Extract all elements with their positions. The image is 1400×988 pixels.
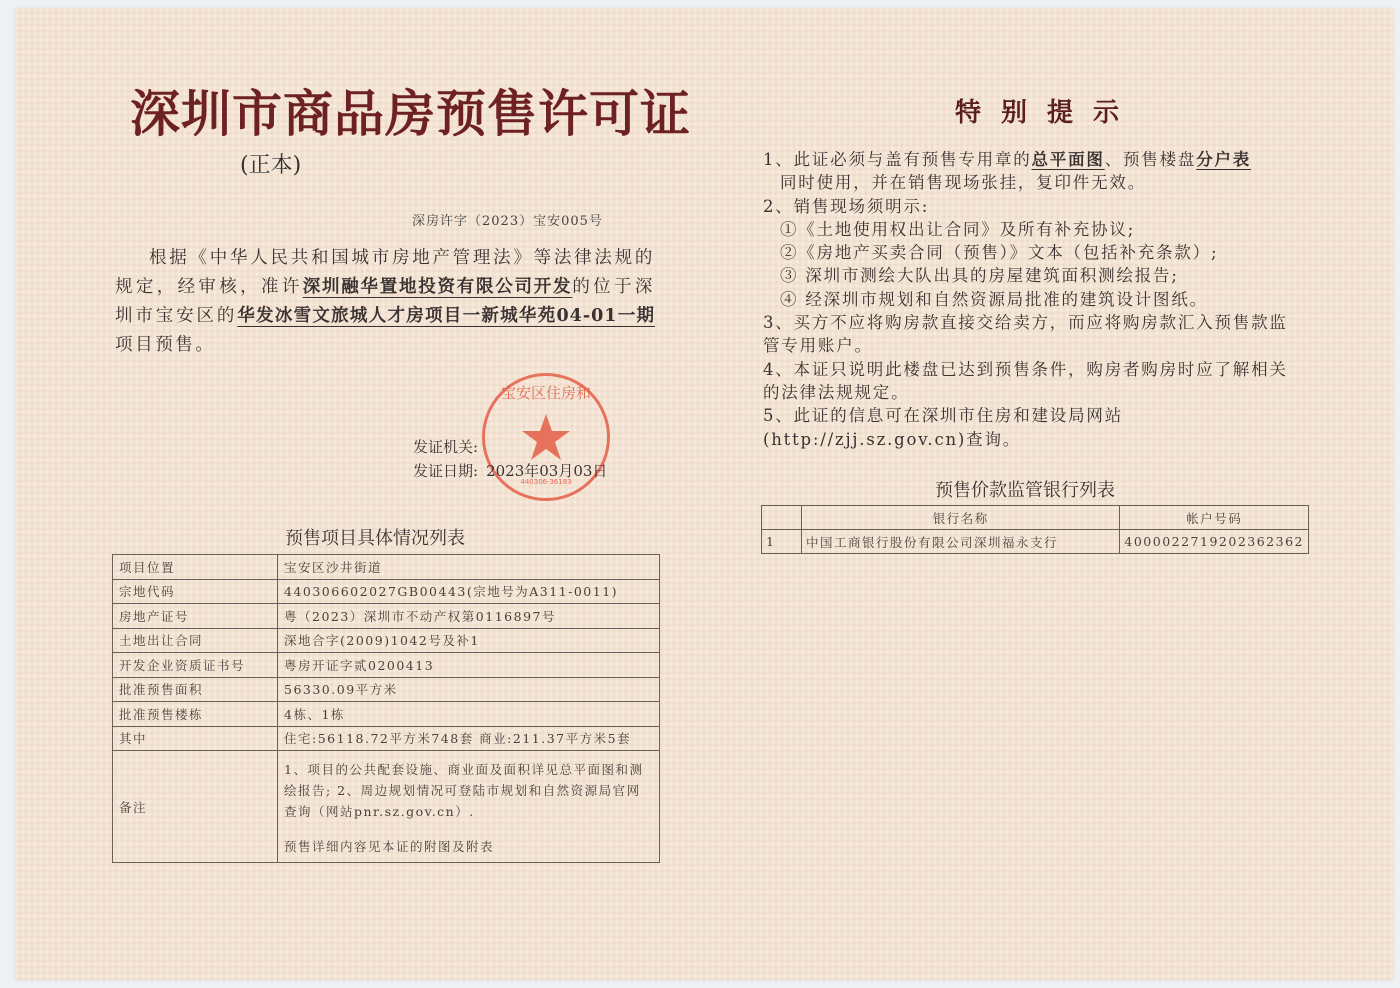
project-name: 华发冰雪文旅城人才房项目一新城华苑04-01一期 (237, 306, 655, 326)
table-row (113, 653, 660, 678)
row-value: 440306602027GB00443(宗地号为A311-0011) (278, 579, 660, 604)
table-row (113, 726, 660, 751)
notes-value (278, 751, 660, 863)
notice-item-2-1: ①《土地使用权出让合同》及所有补充协议; (780, 219, 1136, 239)
notice-item-3: 3、买方不应将购房款直接交给卖方，而应将购房款汇入预售款监管专用账户。 (763, 313, 1288, 356)
header-bank-name: 银行名称 (802, 506, 1120, 530)
bank-index: 1 (762, 530, 802, 554)
row-label: 土地出让合同 (113, 628, 278, 653)
row-label: 批准预售楼栋 (113, 702, 278, 727)
row-label: 开发企业资质证书号 (113, 653, 278, 678)
table-row (762, 530, 1309, 554)
notes-line2: 预售详细内容见本证的附图及附表 (284, 838, 495, 854)
table-row (113, 677, 660, 702)
row-value: 宝安区沙井街道 (278, 555, 660, 580)
unit-table-term: 分户表 (1196, 150, 1252, 169)
issue-date-value: 2023年03月03日 (486, 462, 608, 480)
statement-part2: 的位于深圳市宝安区的 (115, 277, 655, 326)
notes-line1: 1、项目的公共配套设施、商业面及面积详见总平面图和测绘报告; 2、周边规划情况可登陆市规划和自然资源局官网查询（网站pnr.sz.gov.cn）. (284, 761, 644, 819)
table-row (113, 579, 660, 604)
bank-table-title: 预售价款监管银行列表 (935, 480, 1115, 501)
issue-date-label: 发证日期: (413, 462, 479, 480)
issue-date-row (413, 460, 607, 481)
table-row-notes (113, 751, 660, 863)
notice-item-4: 4、本证只说明此楼盘已达到预售条件，购房者购房时应了解相关的法律法规规定。 (763, 359, 1288, 402)
official-seal (482, 373, 610, 501)
statement-part1: 根据《中华人民共和国城市房地产管理法》等法律法规的规定，经审核，准许 (115, 248, 655, 297)
notice-item-1 (763, 148, 1303, 171)
table-header-row (762, 506, 1309, 530)
certificate-page (15, 8, 1393, 980)
row-label: 项目位置 (113, 555, 278, 580)
issuing-authority-label: 发证机关: (413, 438, 479, 456)
notice-item-1-cont: 同时使用，并在销售现场张挂，复印件无效。 (780, 173, 1146, 193)
permit-number: 深房许字（2023）宝安005号 (412, 214, 603, 229)
statement-part3: 项目预售。 (115, 335, 216, 355)
bank-account: 4000022719202362362 (1120, 530, 1309, 554)
row-value: 粤房开证字贰0200413 (278, 653, 660, 678)
project-table-title: 预售项目具体情况列表 (285, 528, 465, 549)
row-value: 深地合字(2009)1042号及补1 (278, 628, 660, 653)
table-row (113, 702, 660, 727)
table-row (113, 555, 660, 580)
notes-label: 备注 (113, 751, 278, 863)
table-row (113, 628, 660, 653)
row-label: 批准预售面积 (113, 677, 278, 702)
row-label: 房地产证号 (113, 604, 278, 629)
copy-type-label: (正本) (240, 153, 302, 178)
row-value: 4栋、1栋 (278, 702, 660, 727)
notice-item-2-3: ③ 深圳市测绘大队出具的房屋建筑面积测绘报告; (780, 266, 1179, 286)
header-index (762, 506, 802, 530)
developer-name: 深圳融华置地投资有限公司开发 (302, 277, 573, 297)
notice-text: 、预售楼盘 (1104, 150, 1197, 169)
notice-title: 特别提示 (955, 98, 1140, 128)
row-value: 粤（2023）深圳市不动产权第0116897号 (278, 604, 660, 629)
row-label: 其中 (113, 726, 278, 751)
site-plan-term: 总平面图 (1031, 150, 1105, 169)
svg-text:440306·36183: 440306·36183 (520, 478, 572, 486)
row-label: 宗地代码 (113, 579, 278, 604)
row-value: 住宅:56118.72平方米748套 商业:211.37平方米5套 (278, 726, 660, 751)
notice-item-2-4: ④ 经深圳市规划和自然资源局批准的建筑设计图纸。 (780, 289, 1208, 309)
table-row (113, 604, 660, 629)
bank-table (761, 505, 1309, 554)
notice-list (763, 148, 1303, 451)
row-value: 56330.09平方米 (278, 677, 660, 702)
notice-item-5: 5、此证的信息可在深圳市住房和建设局网站(http://zjj.sz.gov.cn)查询。 (763, 406, 1123, 449)
header-account: 帐户号码 (1120, 506, 1309, 530)
bank-name: 中国工商银行股份有限公司深圳福永支行 (802, 530, 1120, 554)
certificate-title: 深圳市商品房预售许可证 (130, 84, 691, 143)
notice-item-2-2: ②《房地产买卖合同（预售）》文本（包括补充条款）; (780, 243, 1219, 263)
project-details-table (112, 554, 660, 863)
notice-text: 1、此证必须与盖有预售专用章的 (763, 150, 1032, 169)
notice-item-2: 2、销售现场须明示: (763, 196, 930, 216)
permit-statement (115, 244, 655, 360)
svg-text:宝安区住房和: 宝安区住房和 (500, 384, 592, 402)
